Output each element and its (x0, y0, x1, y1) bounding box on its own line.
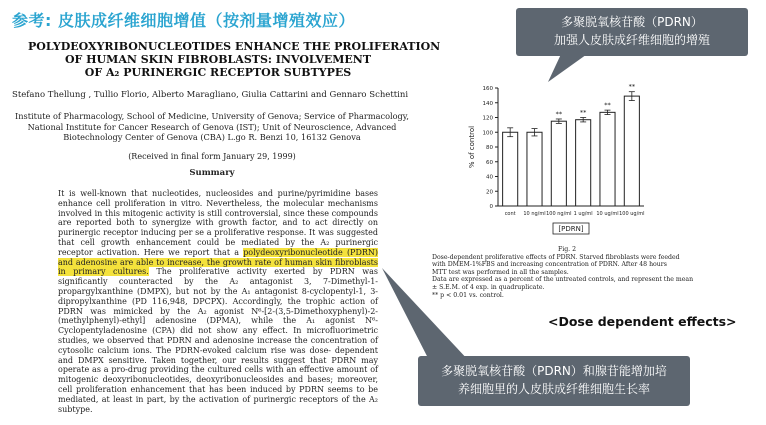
caption-line: ** p < 0.01 vs. control. (432, 291, 504, 299)
y-tick-label: 140 (482, 100, 493, 107)
paper-title-line: OF HUMAN SKIN FIBROBLASTS: INVOLVEMENT (64, 53, 372, 66)
summary-after: The proliferative activity exerted by PDRN was significantly counteracted by the A₂ antagonist 3, 7-Dimethyl-1-propargylxanthine (DMPX), but not by the A₁ antagonist 8-cyclopentyl-1, 3-dipropylxanthine (PD 116,948, DPCPX). Accordingly, the trophic action of PDRN was mimicked by the A₂ agonist N⁶-[2-(3,5-Dimethoxyphenyl)-2-(methylphenyl)-ethyl] adenosine (DPMA), while the A₁ agonist N⁶-Cyclopentyladenosine (CPA) did not show any effect. In microfluorimetric studies, we observed that PDRN and adenosine increase the concentration of cytosolic calcium ions. The PDRN-evoked calcium rise was dose- dependent and DMPX sensitive. Taken together, our results suggest that PDRN may operate as a pro-drug providing the cultured cells with an effective amount of mitogenic deoxyribonucleotides, deoxyribonucleosides and bases; moreover, cell proliferation enhancement that has been induced by PDRN seems to be mediated, at least in part, by the activation of purinergic receptors of the A₂ subtype. (58, 267, 378, 414)
figure-number: Fig. 2 (557, 246, 577, 253)
dose-response-chart (458, 80, 654, 238)
bar (527, 132, 542, 206)
significance-label: ** (628, 82, 636, 91)
caption-line: Data are expressed as a percent of the untreated controls, and represent the mean (432, 276, 694, 284)
top-callout-pointer (548, 52, 590, 82)
callout-bottom-line1: 多聚脱氧核苷酸（PDRN）和腺苷能增加培 (441, 364, 667, 378)
x-tick-label: 1 ug/ml (573, 211, 593, 217)
callout-bottom-line2: 养细胞里的人皮肤成纤维细胞生长率 (457, 382, 650, 396)
bar (624, 96, 639, 206)
bar (600, 112, 615, 206)
bar (551, 121, 566, 206)
callout-bottom (418, 356, 690, 406)
callout-top-line1: 多聚脱氧核苷酸（PDRN） (561, 15, 703, 29)
paper-title-line: OF A₂ PURINERGIC RECEPTOR SUBTYPES (84, 66, 352, 79)
y-tick-label: 0 (489, 204, 493, 210)
affiliation-line: Institute of Pharmacology, School of Medicine, University of Genova; Service of Pharmacology, (15, 111, 409, 121)
y-tick-label: 40 (486, 174, 493, 181)
paper-title-line: POLYDEOXYRIBONUCLEOTIDES ENHANCE THE PROLIFERATION (28, 40, 441, 53)
x-tick-label: 100 ug/ml (619, 211, 645, 217)
x-axis-label: [PDRN] (558, 225, 584, 233)
caption-line: MTT test was performed in all the samples. (432, 268, 569, 276)
significance-label: ** (579, 108, 587, 117)
y-tick-label: 120 (482, 115, 493, 122)
y-tick-label: 20 (486, 189, 493, 196)
significance-label: ** (555, 109, 563, 118)
bar (576, 120, 591, 206)
summary-before: It is well-known that nucleotides, nucleosides and purine/pyrimidine bases enhance cell proliferation in vitro. Nevertheless, the molecular mechanisms involved in this mitogenic activity is still controversial, since these compounds are reported both to synergize with growth factor, and to act directly on purinergic receptor inducing per se a proliferative response. It was suggested that cell growth enhancement could be mediated by the A₂ purinergic receptor activation. Here we report that a (58, 189, 378, 257)
x-tick-label: 10 ug/ml (596, 211, 619, 217)
bar (503, 132, 518, 206)
caption-line: Dose-dependent proliferative effects of PDRN. Starved fibroblasts were feeded (432, 253, 680, 261)
y-tick-label: 80 (486, 145, 493, 151)
summary-heading: Summary (189, 168, 235, 178)
x-tick-label: cont (504, 211, 516, 217)
received-date: (Received in final form January 29, 1999) (128, 152, 296, 161)
figure-caption (432, 246, 702, 299)
caption-line: ± S.E.M. of 4 exp. in quadruplicate. (432, 283, 545, 291)
slide-heading: 参考: 皮肤成纤维细胞增值（按剂量增殖效应） (12, 11, 355, 30)
callout-top (516, 8, 748, 56)
y-tick-label: 60 (486, 159, 493, 166)
paper-authors: Stefano Thellung , Tullio Florio, Alberto Maragliano, Giulia Cattarini and Gennaro Schettini (12, 90, 409, 100)
chart-bars (503, 92, 640, 206)
caption-line: with DMEM-1%FBS and increasing concentration of PDRN. After 48 hours (432, 261, 667, 269)
significance-label: ** (604, 101, 611, 110)
x-tick-label: 100 ng/ml (546, 211, 572, 217)
y-tick-label: 160 (482, 86, 493, 92)
x-tick-label: 10 ng/ml (523, 211, 546, 217)
affiliation-line: Biotechnology Center of Genova (CBA) L.go R. Benzi 10, 16132 Genova (63, 132, 361, 142)
y-tick-label: 100 (482, 130, 493, 137)
affiliation-line: National Institute for Cancer Research of Genova (IST); Unit of Neuroscience, Advanced (27, 121, 397, 132)
dose-effects-label: <Dose dependent effects> (548, 314, 737, 329)
callout-top-line2: 加强人皮肤成纤维细胞的增殖 (553, 33, 710, 47)
y-axis-label: % of control (468, 125, 476, 169)
summary-highlight: polydeoxyribonucleotide (PDRN) and adenosine are able to increase, the growth rate of human skin fibroblasts in primary cultures. (58, 247, 379, 277)
